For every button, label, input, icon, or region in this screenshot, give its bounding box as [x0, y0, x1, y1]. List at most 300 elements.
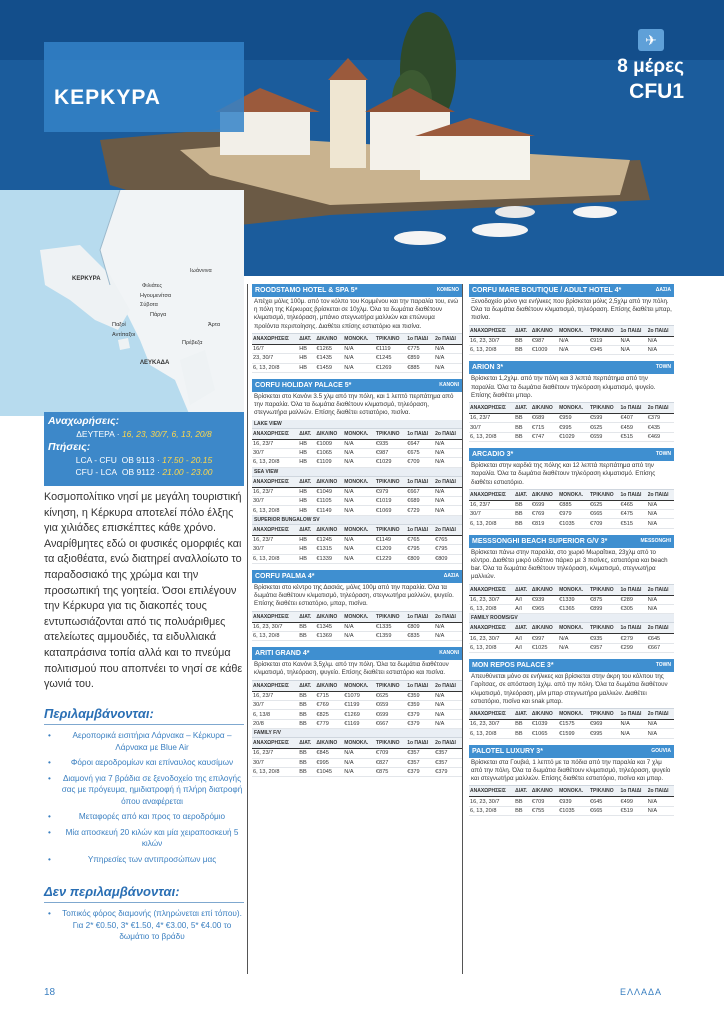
package-code: CFU1: [629, 80, 684, 103]
table-cell: €1149: [375, 535, 406, 544]
column-header: 2ο ΠΑΙΔΙ: [434, 738, 462, 749]
table-cell: 6, 13, 20/8: [252, 631, 298, 640]
table-cell: €1229: [375, 554, 406, 563]
table-cell: BB: [514, 510, 531, 519]
table-cell: €845: [315, 749, 343, 758]
price-table: [469, 402, 674, 442]
table-cell: N/A: [343, 344, 375, 353]
destination-banner: [44, 42, 244, 132]
table-cell: N/A: [558, 345, 589, 354]
hotel-location: ΚΟΜΕΝΟ: [436, 287, 459, 293]
table-cell: €959: [558, 413, 589, 422]
hotel-description: Βρίσκεται στο κέντρο της Δασιάς, μόλις 100μ από την παραλία. Όλα τα δωμάτια διαθέτουν κλιματισμό, τηλεόραση, στεγνωτήρα μαλλιών, ψυγείο. Επίσης διαθέτει εστιατόριο, μπαρ, πισίνα.: [254, 583, 454, 608]
hotel-name-bar: [469, 448, 674, 461]
table-cell: €995: [315, 758, 343, 767]
column-header: 1ο ΠΑΙΔΙ: [620, 623, 647, 634]
table-cell: €1109: [315, 458, 343, 467]
table-cell: N/A: [434, 363, 462, 372]
table-header-row: [469, 623, 674, 634]
table-cell: €1149: [315, 506, 343, 515]
table-cell: €1369: [315, 631, 343, 640]
price-table: [252, 428, 462, 468]
table-cell: 6, 13, 20/8: [469, 432, 514, 441]
table-cell: BB: [514, 336, 531, 345]
table-cell: 16, 23/7: [252, 535, 298, 544]
map-label-antipaxoi: Αντίπαξοι: [112, 332, 136, 338]
table-cell: €997: [531, 634, 558, 643]
table-cell: €709: [589, 519, 620, 528]
column-header: 2ο ΠΑΙΔΙ: [647, 786, 674, 797]
table-cell: N/A: [434, 701, 462, 710]
table-cell: €1039: [531, 719, 558, 728]
column-header: ΤΡΙΚΛΙΝΟ: [375, 476, 406, 487]
table-cell: N/A: [620, 336, 647, 345]
hotel-name: MON REPOS PALACE 3*: [472, 662, 554, 670]
table-cell: N/A: [647, 595, 674, 604]
hotel-name-bar: [252, 647, 462, 660]
hotel-card: [469, 284, 674, 355]
table-cell: 6, 13, 20/8: [469, 729, 514, 738]
column-header: ΔΙΑΤ.: [514, 489, 531, 500]
column-header: 2ο ΠΑΙΔΙ: [647, 489, 674, 500]
table-header-row: [252, 611, 462, 622]
column-header: ΜΟΝΟΚΛ.: [558, 489, 589, 500]
table-cell: €819: [531, 519, 558, 528]
table-row: [252, 701, 462, 710]
table-cell: HB: [298, 448, 315, 457]
hotel-description: Βρίσκεται στα Γουβιά, 1 λεπτό με τα πόδια από την παραλία και 7 χλμ από την πόλη. Όλα τα δωμάτια διαθέτουν κλιματισμό, τηλεόραση, ψυγείο και στεγνωτήρα μαλλιών. Επίσης διαθέτει εστιατόριο, πισίνα και μπαρ.: [471, 758, 671, 783]
table-cell: €995: [558, 423, 589, 432]
table-cell: €379: [406, 710, 434, 719]
column-header: ΑΝΑΧΩΡΗΣΕΙΣ: [469, 584, 514, 595]
included-item: • Μία αποσκευή 20 κιλών και μία χειραποσκευή 5 κιλών: [44, 827, 244, 850]
column-divider: [247, 284, 248, 974]
hotel-card: [252, 284, 462, 373]
table-cell: €935: [589, 634, 620, 643]
table-cell: BB: [514, 519, 531, 528]
table-header-row: [252, 476, 462, 487]
column-header: ΔΙΚΛΙΝΟ: [531, 786, 558, 797]
table-cell: 30/7: [469, 510, 514, 519]
excluded-item: • Τοπικός φόρος διαμονής (πληρώνεται επί τόπου). Για 2* €0.50, 3* €1.50, 4* €3.00, 5* €4.00 το δωμάτιο το βράδυ: [44, 908, 244, 943]
table-cell: N/A: [558, 634, 589, 643]
hotel-description: Βρίσκεται στο Κανόνι 3.5 χλμ από την πόλη, και 1 λεπτό περπάτημα από την παραλία. Όλα τα δωμάτια διαθέτουν κλιματισμό, τηλεόραση, στεγνωτήρα μαλλιών. Επίσης διαθέτει εστιατόριο, πισίνα.: [254, 392, 454, 417]
table-row: [252, 487, 462, 496]
column-header: ΔΙΑΤ.: [514, 402, 531, 413]
departure-dates: 16, 23, 30/7, 6, 13, 20/8: [121, 429, 212, 439]
table-cell: N/A: [343, 497, 375, 506]
table-cell: N/A: [647, 605, 674, 614]
table-row: [252, 448, 462, 457]
room-type-label: FAMILY F/V: [252, 729, 462, 737]
column-header: ΔΙΑΤ.: [514, 708, 531, 719]
table-cell: N/A: [434, 497, 462, 506]
table-cell: 6, 13, 20/8: [252, 506, 298, 515]
divider: [44, 724, 244, 725]
included-heading: Περιλαμβάνονται:: [44, 706, 154, 721]
hotel-location: ΔΑΣΙΑ: [655, 287, 671, 293]
hotels-column-right: [469, 284, 674, 822]
table-cell: €1009: [315, 439, 343, 448]
column-header: 2ο ΠΑΙΔΙ: [647, 325, 674, 336]
table-cell: €659: [589, 432, 620, 441]
table-cell: €1269: [375, 363, 406, 372]
table-cell: A/I: [514, 643, 531, 652]
table-cell: €1365: [558, 605, 589, 614]
table-cell: €459: [620, 423, 647, 432]
hotel-name: ARCADIO 3*: [472, 451, 514, 459]
included-list: [44, 730, 244, 869]
table-row: [252, 767, 462, 776]
included-item: • Υπηρεσίες των αντιπροσώπων μας: [44, 854, 244, 866]
table-cell: €709: [375, 749, 406, 758]
column-header: ΔΙΑΤ.: [298, 738, 315, 749]
price-table: [469, 622, 674, 653]
table-cell: 6, 13, 20/8: [469, 643, 514, 652]
table-cell: N/A: [434, 719, 462, 728]
table-cell: 6, 13, 20/8: [252, 554, 298, 563]
table-cell: €747: [531, 432, 558, 441]
table-cell: N/A: [343, 749, 375, 758]
column-header: ΤΡΙΚΛΙΝΟ: [375, 738, 406, 749]
column-header: ΑΝΑΧΩΡΗΣΕΙΣ: [469, 489, 514, 500]
table-row: [469, 413, 674, 422]
table-cell: €1169: [343, 719, 375, 728]
hotel-name-bar: [469, 361, 674, 374]
table-cell: N/A: [343, 631, 375, 640]
table-cell: BB: [298, 758, 315, 767]
table-cell: €1599: [558, 729, 589, 738]
table-row: [469, 719, 674, 728]
column-header: ΔΙΑΤ.: [514, 623, 531, 634]
table-cell: BB: [514, 432, 531, 441]
table-cell: N/A: [343, 363, 375, 372]
table-header-row: [252, 333, 462, 344]
map-label-ioannina: Ιωάννινα: [190, 268, 212, 274]
table-cell: €769: [531, 510, 558, 519]
map-label-kerkyra: ΚΕΡΚΥΡΑ: [72, 276, 101, 282]
column-header: 1ο ΠΑΙΔΙ: [406, 333, 434, 344]
hotel-location: TOWN: [655, 662, 671, 669]
column-header: ΜΟΝΟΚΛ.: [558, 623, 589, 634]
flights-heading: Πτήσεις:: [48, 441, 91, 453]
column-header: ΔΙΑΤ.: [514, 325, 531, 336]
column-header: ΤΡΙΚΛΙΝΟ: [375, 611, 406, 622]
excluded-heading: Δεν περιλαμβάνονται:: [44, 884, 180, 899]
table-cell: €827: [375, 758, 406, 767]
hotel-name-bar: [252, 284, 462, 297]
column-header: ΤΡΙΚΛΙΝΟ: [589, 786, 620, 797]
column-header: 1ο ΠΑΙΔΙ: [620, 584, 647, 595]
table-cell: 6, 13, 20/8: [252, 363, 298, 372]
table-cell: €645: [589, 797, 620, 806]
duration-label: 8 μέρες: [617, 56, 684, 77]
table-cell: €299: [620, 643, 647, 652]
table-cell: €359: [406, 691, 434, 700]
map-label-lefkada: ΛΕΥΚΑΔΑ: [140, 360, 170, 366]
table-cell: €875: [375, 767, 406, 776]
column-header: ΔΙΑΤ.: [298, 611, 315, 622]
column-header: 1ο ΠΑΙΔΙ: [406, 428, 434, 439]
table-cell: HB: [298, 497, 315, 506]
intro-text: Κοσμοπολίτικο νησί με μεγάλη τουριστική κίνηση, η Κέρκυρα αποτελεί πόλο έλξης για χιλιάδες επισκέπτες κάθε χρόνο. Αναρίθμητες εδώ οι φυσικές ομορφιές και τα αξιοθέατα, ενώ διατηρεί αναλλοίωτο το παραδοσιακό της χρώμα και την προσωπική της γοητεία. Όσοι επιλέγουν την Κέρκυρα για τις διακοπές τους εντυπωσιάζονται από τις πολυάριθμες ατελείωτες αμμουδιές, τα ειδυλλιακά καταπράσινα τοπία αλλά και το πνεύμα πολιτισμού που αποπνέει το νησί σε κάθε γωνιά του.: [44, 491, 243, 691]
table-cell: €469: [647, 432, 674, 441]
hotel-name-bar: [252, 570, 462, 583]
table-cell: BB: [514, 797, 531, 806]
table-header-row: [469, 325, 674, 336]
table-cell: BB: [298, 622, 315, 631]
table-cell: €965: [531, 605, 558, 614]
hotel-location: ΚΑΝΟΝΙ: [439, 381, 459, 388]
table-cell: BB: [298, 701, 315, 710]
departures-row: ΔΕΥΤΕΡΑ · 16, 23, 30/7, 6, 13, 20/8: [76, 429, 212, 439]
table-cell: €1019: [375, 497, 406, 506]
table-cell: N/A: [647, 336, 674, 345]
hotel-description: Απέχει μόλις 100μ. από τον κόλπο του Κομμένου και την παραλία του, ενώ η πόλη της Κέρκυρας βρίσκεται σε 10χλμ. Όλα τα δωμάτια διαθέτουν κλιματισμό, τηλεόραση, μπάνιο στεγνωτήρα μαλλιών και επώνυμα προϊόντα περιποίησης. Διαθέτει επίσης εστιατόριο και πισίνα.: [254, 298, 459, 330]
column-header: 1ο ΠΑΙΔΙ: [620, 708, 647, 719]
hotel-card: [469, 361, 674, 442]
column-header: ΔΙΚΛΙΝΟ: [531, 584, 558, 595]
table-cell: 30/7: [252, 545, 298, 554]
column-header: ΔΙΚΛΙΝΟ: [315, 611, 343, 622]
table-cell: 30/7: [252, 701, 298, 710]
table-row: [469, 500, 674, 509]
table-cell: €1009: [531, 345, 558, 354]
table-cell: 16, 23, 30/7: [469, 634, 514, 643]
table-header-row: [252, 738, 462, 749]
table-cell: €995: [589, 729, 620, 738]
column-header: ΑΝΑΧΩΡΗΣΕΙΣ: [252, 680, 298, 691]
table-cell: BB: [514, 719, 531, 728]
table-header-row: [252, 428, 462, 439]
column-header: ΑΝΑΧΩΡΗΣΕΙΣ: [252, 476, 298, 487]
hotel-name-bar: [469, 284, 674, 297]
column-header: ΔΙΚΛΙΝΟ: [315, 333, 343, 344]
table-cell: €515: [620, 432, 647, 441]
table-cell: 23, 30/7: [252, 354, 298, 363]
table-row: [469, 806, 674, 815]
hotel-name-bar: [469, 659, 674, 672]
column-header: ΜΟΝΟΚΛ.: [343, 428, 375, 439]
table-row: [252, 354, 462, 363]
table-cell: 16, 23, 30/7: [469, 336, 514, 345]
table-cell: N/A: [647, 345, 674, 354]
map-label-syvota: Σύβοτα: [140, 302, 158, 308]
table-cell: €1105: [315, 497, 343, 506]
hotel-name-bar: [469, 745, 674, 758]
table-cell: HB: [298, 354, 315, 363]
hotel-name: CORFU MARE BOUTIQUE / ADULT HOTEL 4*: [472, 287, 622, 294]
column-header: ΔΙΑΤ.: [298, 428, 315, 439]
hotel-card: [469, 745, 674, 816]
plane-icon: ✈: [638, 29, 664, 51]
duration-box: [588, 56, 684, 104]
table-cell: €475: [620, 510, 647, 519]
room-type-label: SUPERIOR BUNGALOW SV: [252, 516, 462, 524]
table-cell: €465: [620, 500, 647, 509]
table-cell: €755: [531, 806, 558, 815]
hotel-name: CORFU HOLIDAY PALACE 5*: [255, 381, 352, 389]
table-row: [252, 622, 462, 631]
table-header-row: [469, 489, 674, 500]
column-header: ΤΡΙΚΛΙΝΟ: [589, 489, 620, 500]
table-row: [469, 519, 674, 528]
column-header: 2ο ΠΑΙΔΙ: [434, 476, 462, 487]
column-header: 1ο ΠΑΙΔΙ: [620, 402, 647, 413]
included-item: • Μεταφορές από και προς το αεροδρόμιο: [44, 811, 244, 823]
table-cell: N/A: [434, 710, 462, 719]
region-map: [0, 190, 244, 416]
table-cell: HB: [298, 545, 315, 554]
table-row: [469, 605, 674, 614]
table-header-row: [469, 584, 674, 595]
hotel-card: [252, 379, 462, 564]
table-row: [469, 595, 674, 604]
column-header: ΤΡΙΚΛΙΝΟ: [589, 708, 620, 719]
table-row: [469, 797, 674, 806]
column-header: ΑΝΑΧΩΡΗΣΕΙΣ: [469, 325, 514, 336]
column-header: ΑΝΑΧΩΡΗΣΕΙΣ: [252, 333, 298, 344]
map-label-filiates: Φιλιάτες: [142, 283, 163, 289]
table-cell: €1339: [558, 595, 589, 604]
column-header: ΑΝΑΧΩΡΗΣΕΙΣ: [469, 786, 514, 797]
column-header: 1ο ΠΑΙΔΙ: [406, 611, 434, 622]
hotel-card: [252, 570, 462, 641]
table-cell: 16, 23/7: [252, 439, 298, 448]
column-header: ΤΡΙΚΛΙΝΟ: [589, 402, 620, 413]
table-cell: €1065: [315, 448, 343, 457]
table-cell: BB: [298, 710, 315, 719]
table-cell: €379: [406, 719, 434, 728]
map-label-preveza: Πρέβεζα: [182, 340, 203, 346]
column-header: ΤΡΙΚΛΙΝΟ: [375, 524, 406, 535]
table-cell: €675: [406, 448, 434, 457]
price-table: [252, 524, 462, 564]
table-row: [252, 506, 462, 515]
column-header: ΤΡΙΚΛΙΝΟ: [589, 325, 620, 336]
table-cell: €945: [589, 345, 620, 354]
table-cell: 6, 13, 20/8: [469, 345, 514, 354]
table-cell: A/I: [514, 634, 531, 643]
table-cell: N/A: [343, 458, 375, 467]
column-header: 1ο ΠΑΙΔΙ: [406, 738, 434, 749]
table-cell: N/A: [343, 448, 375, 457]
table-cell: €435: [647, 423, 674, 432]
column-header: ΑΝΑΧΩΡΗΣΕΙΣ: [252, 524, 298, 535]
flight-row: LCA - CFU OB 9113 · 17.50 - 20.15: [75, 455, 213, 465]
table-cell: 16, 23/7: [469, 500, 514, 509]
table-cell: €935: [375, 439, 406, 448]
table-cell: €795: [406, 545, 434, 554]
table-cell: N/A: [343, 758, 375, 767]
price-table: [469, 584, 674, 615]
table-cell: A/I: [514, 605, 531, 614]
column-header: ΔΙΑΤ.: [298, 680, 315, 691]
hotel-name-bar: [469, 535, 674, 548]
column-header: ΜΟΝΟΚΛ.: [343, 476, 375, 487]
table-cell: €1035: [558, 806, 589, 815]
column-header: ΤΡΙΚΛΙΝΟ: [375, 428, 406, 439]
column-header: 1ο ΠΑΙΔΙ: [406, 524, 434, 535]
column-header: 2ο ΠΑΙΔΙ: [434, 524, 462, 535]
table-cell: BB: [514, 500, 531, 509]
room-type-label: SEA VIEW: [252, 468, 462, 476]
table-row: [469, 510, 674, 519]
table-row: [252, 758, 462, 767]
table-row: [252, 497, 462, 506]
table-cell: €709: [531, 797, 558, 806]
flight-number: OB 9113: [121, 455, 155, 465]
table-cell: €969: [589, 719, 620, 728]
table-cell: €939: [558, 797, 589, 806]
table-cell: BB: [514, 729, 531, 738]
table-cell: €625: [589, 500, 620, 509]
table-cell: N/A: [434, 439, 462, 448]
table-cell: €699: [375, 710, 406, 719]
table-cell: €519: [620, 806, 647, 815]
table-cell: N/A: [434, 691, 462, 700]
column-header: ΜΟΝΟΚΛ.: [343, 680, 375, 691]
included-item: • Αεροπορικά εισιτήρια Λάρνακα – Κέρκυρα – Λάρνακα με Blue Air: [44, 730, 244, 753]
hotel-name: ARION 3*: [472, 364, 504, 372]
hotel-location: MESSONGHI: [640, 537, 671, 544]
table-cell: €809: [406, 554, 434, 563]
table-cell: €1025: [531, 643, 558, 652]
table-cell: N/A: [434, 354, 462, 363]
column-header: ΑΝΑΧΩΡΗΣΕΙΣ: [469, 402, 514, 413]
table-cell: €875: [589, 595, 620, 604]
table-cell: N/A: [343, 506, 375, 515]
table-cell: N/A: [647, 797, 674, 806]
column-header: ΔΙΚΛΙΝΟ: [315, 476, 343, 487]
table-cell: €979: [375, 487, 406, 496]
table-cell: N/A: [647, 729, 674, 738]
column-header: ΔΙΚΛΙΝΟ: [315, 524, 343, 535]
table-cell: N/A: [434, 506, 462, 515]
map-shapes: [0, 190, 244, 416]
table-cell: 30/7: [469, 423, 514, 432]
table-cell: €499: [620, 797, 647, 806]
table-cell: 30/7: [252, 497, 298, 506]
table-cell: 16, 23/7: [252, 749, 298, 758]
table-header-row: [469, 786, 674, 797]
column-header: ΔΙΑΤ.: [514, 584, 531, 595]
table-cell: N/A: [434, 344, 462, 353]
table-cell: €859: [406, 354, 434, 363]
table-cell: €667: [406, 487, 434, 496]
table-cell: €665: [589, 806, 620, 815]
table-cell: A/I: [514, 595, 531, 604]
table-cell: €809: [434, 554, 462, 563]
table-row: [469, 643, 674, 652]
table-cell: €1265: [315, 344, 343, 353]
table-cell: €1335: [375, 622, 406, 631]
column-header: 2ο ΠΑΙΔΙ: [434, 680, 462, 691]
hotel-location: TOWN: [655, 364, 671, 371]
table-cell: €625: [375, 691, 406, 700]
price-table: [252, 737, 462, 777]
map-label-igoumenitsa: Ηγουμενίτσα: [140, 293, 172, 299]
table-cell: €765: [434, 535, 462, 544]
column-header: ΔΙΚΛΙΝΟ: [531, 489, 558, 500]
table-cell: €1459: [315, 363, 343, 372]
table-row: [252, 545, 462, 554]
table-cell: BB: [298, 749, 315, 758]
price-table: [252, 680, 462, 730]
table-cell: €665: [589, 510, 620, 519]
table-row: [469, 423, 674, 432]
hotel-name: ROODSTAMO HOTEL & SPA 5*: [255, 287, 358, 294]
